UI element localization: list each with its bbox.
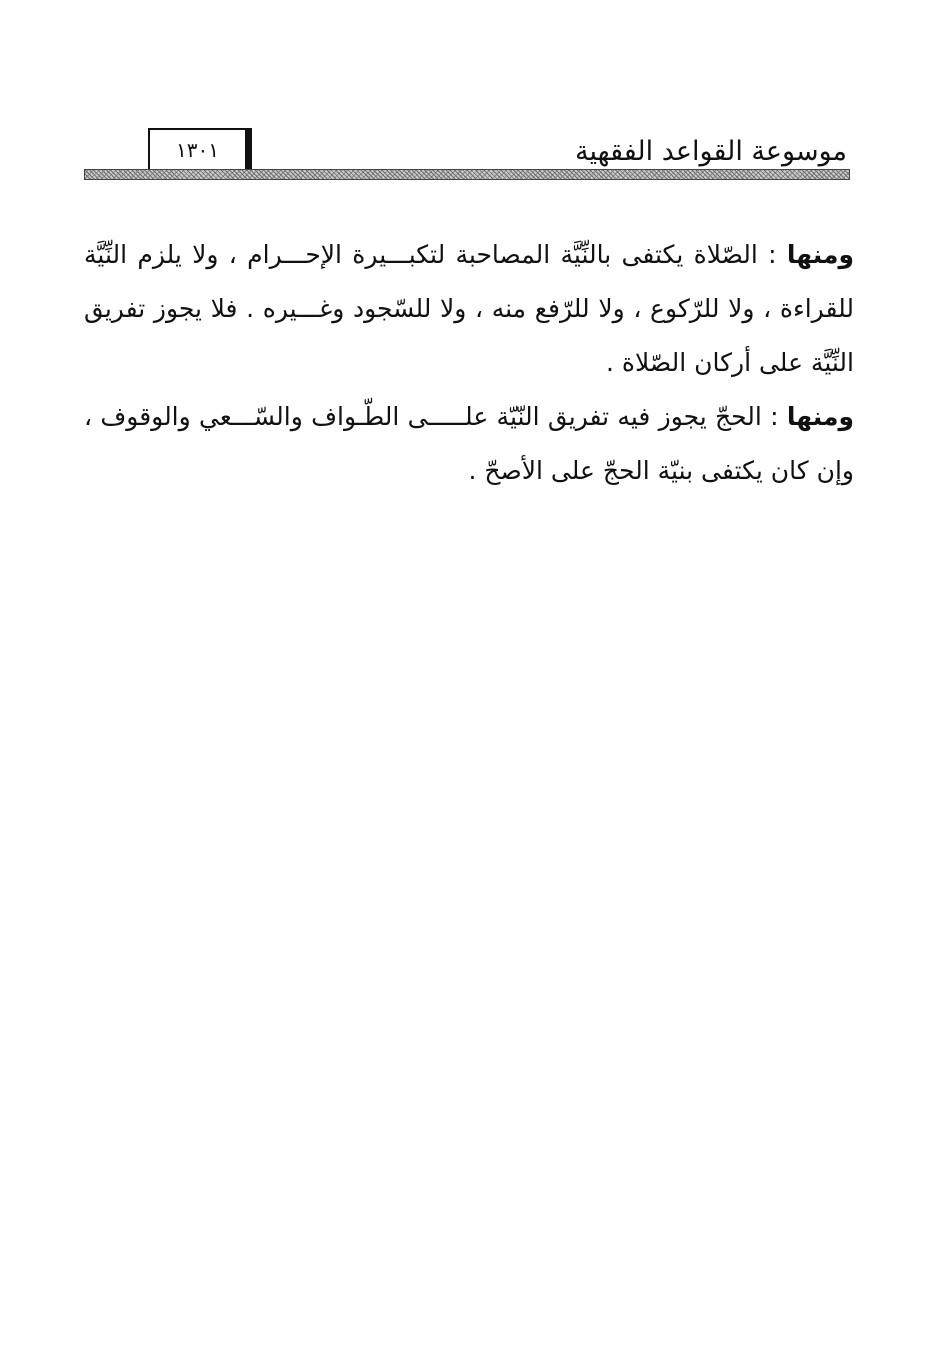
paragraph-keyword: ومنها [786,402,854,431]
header-title: موسوعة القواعد الفقهية [575,136,847,167]
header-rule [84,169,850,180]
paragraph [84,228,854,390]
page-number-box: ١٣٠١ [148,128,252,170]
paragraph-keyword: ومنها [786,240,854,269]
paragraph [84,390,854,498]
paragraph-text: : الحجّ يجوز فيه تفريق النّيّة علـــــى الطّـواف والسّـــعي والوقوف ، وإن كان يكتفى بنيّة الحجّ على الأصحّ . [84,402,854,485]
paragraph-text: : الصّلاة يكتفى بالنِّيَّة المصاحبة لتكبـــيرة الإحـــرام ، ولا يلزم النِّيَّة للقراءة ، ولا للرّكوع ، ولا للرّفع منه ، ولا للسّجود وغـــيره . فلا يجوز تفريق النِّيَّة على أركان الصّلاة . [84,240,854,377]
body-text [84,228,854,498]
